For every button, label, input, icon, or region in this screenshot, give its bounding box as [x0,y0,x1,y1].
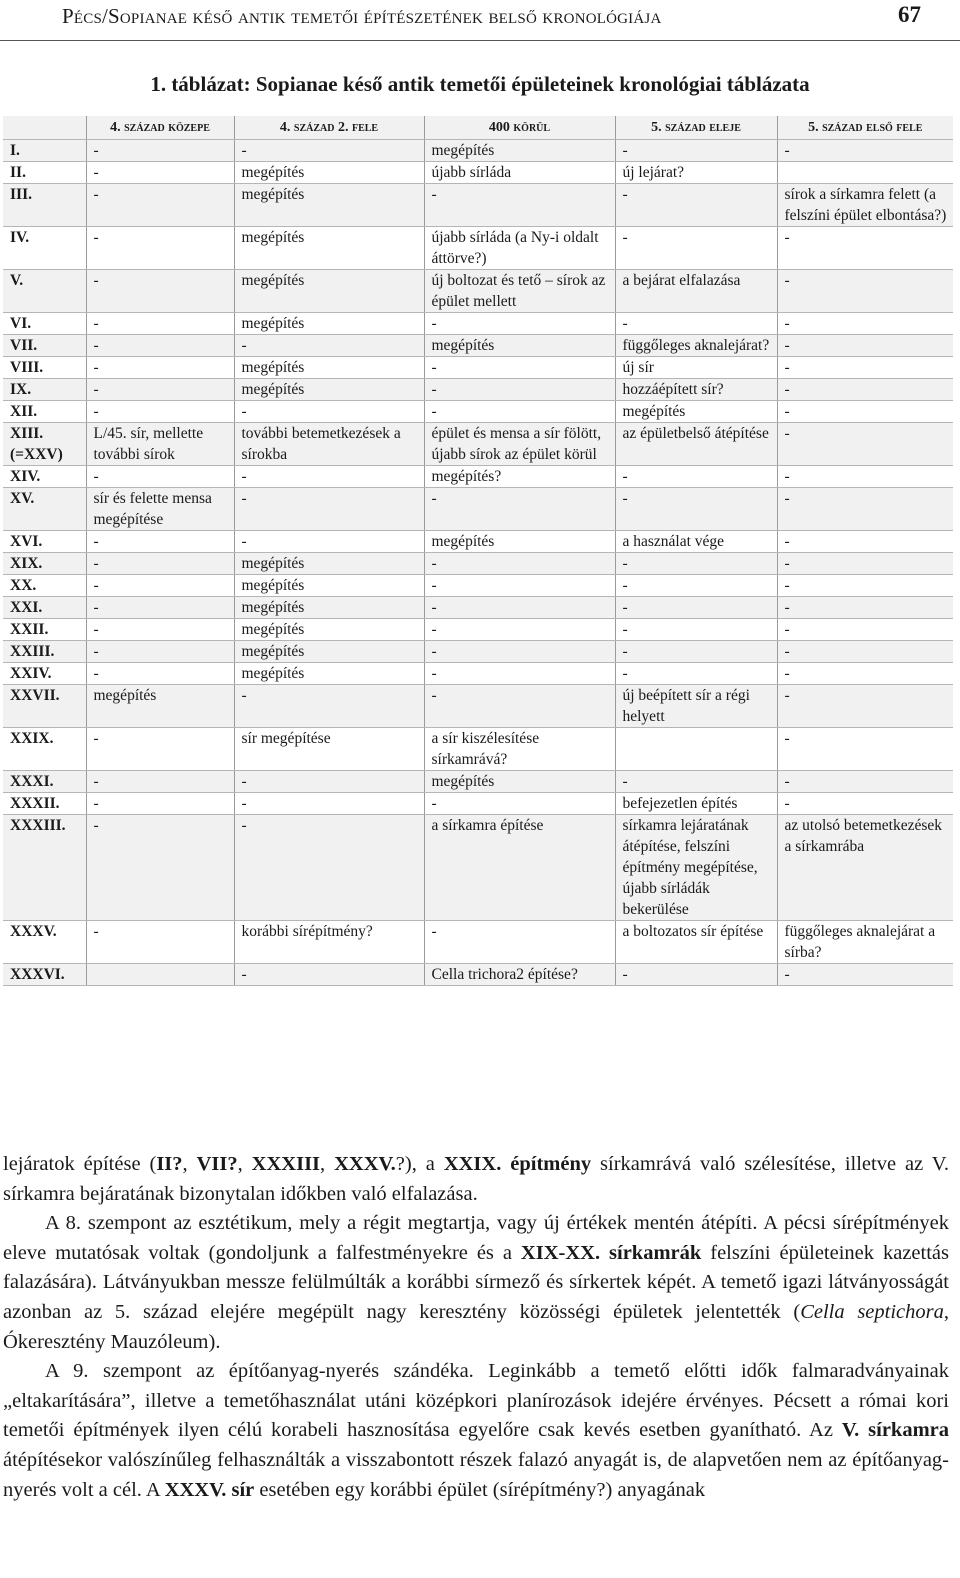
table-row [3,685,953,728]
building-id-cell: XVI. [3,531,86,553]
table-row [3,771,953,793]
table-row [3,619,953,641]
table-cell: - [86,641,234,663]
table-cell: - [777,575,953,597]
building-id-cell: XXVII. [3,685,86,728]
building-id-cell: V. [3,270,86,313]
column-header: 400 körül [424,116,615,140]
table-row [3,921,953,964]
table-cell: az utolsó betemetkezések a sírkamrába [777,815,953,921]
table-cell: - [424,921,615,964]
table-row [3,227,953,270]
table-cell: L/45. sír, mellette további sírok [86,423,234,466]
table-row [3,466,953,488]
table-cell: - [777,335,953,357]
table-cell: - [777,553,953,575]
table-cell: - [86,357,234,379]
building-id-cell: I. [3,140,86,162]
table-cell: - [234,685,424,728]
building-id-cell: VIII. [3,357,86,379]
table-cell: megépítés [424,335,615,357]
table-cell: megépítés [234,379,424,401]
table-cell: új beépített sír a régi helyett [615,685,777,728]
table-cell: - [234,964,424,986]
table-row [3,401,953,423]
table-cell: - [234,140,424,162]
table-cell: megépítés [234,663,424,685]
table-cell: sírkamra lejáratának átépítése, felszíni építmény megépítése, újabb sírládák bekerülése [615,815,777,921]
table-cell: - [777,641,953,663]
table-cell: - [234,771,424,793]
table-row [3,553,953,575]
table-cell: - [615,619,777,641]
building-id-cell: II. [3,162,86,184]
table-cell: - [615,597,777,619]
table-cell: az épületbelső átépítése [615,423,777,466]
table-row [3,184,953,227]
table-header [3,116,953,140]
table-cell: - [777,379,953,401]
running-header [0,0,960,41]
table-cell: - [86,466,234,488]
building-id-cell: VII. [3,335,86,357]
table-cell: - [615,575,777,597]
table-cell: - [424,357,615,379]
table-cell: korábbi sírépítmény? [234,921,424,964]
paragraph-2: A 8. szempont az esztétikum, mely a régit megtartja, vagy új értékek mentén átépíti. A pécsi sírépítmények eleve mutatósak voltak (gondoljunk a falfestményekre és a XIX-XX. sírkamrák felszíni épületeinek kazettás falazására). Látványukban messze felülmúlták a korábbi sírmező és sírkertek képét. A temető igazi látványosságát azonban az 5. század elejére megépült nagy keresztény közösségi épületek jelentették (Cella septichora, Ókeresztény Mauzóleum). [3,1212,949,1353]
table-cell: megépítés [234,619,424,641]
table-cell: - [777,488,953,531]
table-row [3,597,953,619]
page-number: 67 [898,2,921,27]
table-row [3,728,953,771]
table-cell: - [777,771,953,793]
table-cell: - [777,466,953,488]
table-cell: - [86,619,234,641]
table-row [3,335,953,357]
table-cell: megépítés [234,227,424,270]
table-cell: - [777,663,953,685]
table-header-row [3,116,953,140]
table-cell: megépítés [424,531,615,553]
table-cell [615,728,777,771]
table-cell: megépítés [234,641,424,663]
table-cell: - [777,685,953,728]
table-cell: függőleges aknalejárat a sírba? [777,921,953,964]
building-id-cell: XIV. [3,466,86,488]
table-cell: - [424,401,615,423]
building-id-cell: XXI. [3,597,86,619]
table-cell: - [86,140,234,162]
paragraph-1: lejáratok építése (II?, VII?, XXXIII, XXXV.?), a XXIX. építmény sírkamrává való szélesítése, illetve az V. sírkamra bejáratának bizonytalan időkben való elfalazása. [3,1153,950,1205]
table-cell: új sír [615,357,777,379]
table-cell: - [86,227,234,270]
table-cell: - [86,162,234,184]
building-id-cell: XII. [3,401,86,423]
table-cell: - [777,423,953,466]
table-cell: megépítés [234,575,424,597]
column-header [3,116,86,140]
table-cell: új boltozat és tető – sírok az épület mellett [424,270,615,313]
table-cell: a bejárat elfalazása [615,270,777,313]
building-id-cell: XXXIII. [3,815,86,921]
table-cell: - [424,379,615,401]
table-cell: - [615,466,777,488]
table-cell: megépítés [615,401,777,423]
table-cell: újabb sírláda [424,162,615,184]
table-cell: - [234,488,424,531]
table-cell: - [86,771,234,793]
table-cell: - [86,597,234,619]
building-id-cell: XXXVI. [3,964,86,986]
table-cell: - [615,964,777,986]
table-cell: - [234,793,424,815]
table-cell: függőleges aknalejárat? [615,335,777,357]
table-cell: megépítés [234,553,424,575]
table-cell: - [424,575,615,597]
table-cell: épület és mensa a sír fölött, újabb sírok az épület körül [424,423,615,466]
paragraph-3: A 9. szempont az építőanyag-nyerés szándéka. Leginkább a temető előtti idők falmaradványainak „eltakarítására”, illetve a temetőhasználat utáni középkori planírozások idejére érvényes. Pécsett a római kori temetői építmények ilyen célú korabeli hasznosítása egyelőre csak kevés esetben gyanítható. Az V. sírkamra átépítésekor valószínűleg felhasználták a visszabontott részek falazó anyagát is, de alapvetően nem az építőanyag-nyerés volt a cél. A XXXV. sír esetében egy korábbi épület (sírépítmény?) anyagának [3,1360,949,1501]
table-cell: - [615,184,777,227]
table-cell: - [424,793,615,815]
table-cell: - [615,488,777,531]
table-cell: Cella trichora2 építése? [424,964,615,986]
table-row [3,488,953,531]
table-cell: - [86,921,234,964]
table-cell: - [424,553,615,575]
table-cell: befejezetlen építés [615,793,777,815]
table-cell: új lejárat? [615,162,777,184]
table-cell: a sír kiszélesítése sírkamrává? [424,728,615,771]
building-id-cell: XV. [3,488,86,531]
table-cell: - [777,793,953,815]
building-id-cell: XXIX. [3,728,86,771]
table-cell: - [777,401,953,423]
building-id-cell: XXXI. [3,771,86,793]
table-cell: - [777,357,953,379]
table-cell: - [234,815,424,921]
table-cell: - [615,140,777,162]
table-cell [777,162,953,184]
table-cell: - [615,553,777,575]
column-header: 4. század 2. fele [234,116,424,140]
building-id-cell: VI. [3,313,86,335]
table-cell: - [615,313,777,335]
table-row [3,641,953,663]
table-cell: - [777,270,953,313]
table-cell: - [777,140,953,162]
table-cell: - [777,531,953,553]
running-title: Pécs/Sopianae késő antik temetői építészetének belső kronológiája [62,4,662,28]
table-cell [86,964,234,986]
column-header: 4. század közepe [86,116,234,140]
table-cell: a sírkamra építése [424,815,615,921]
table-cell: - [86,531,234,553]
table-cell: a boltozatos sír építése [615,921,777,964]
table-cell: - [424,685,615,728]
table-row [3,793,953,815]
table-cell: - [777,728,953,771]
table-row [3,357,953,379]
building-id-cell: XXIII. [3,641,86,663]
table-cell: sírok a sírkamra felett (a felszíni épület elbontása?) [777,184,953,227]
table-cell: - [86,270,234,313]
table-cell: - [234,531,424,553]
table-row [3,531,953,553]
building-id-cell: XXIV. [3,663,86,685]
table-cell: megépítés? [424,466,615,488]
table-cell: - [777,964,953,986]
table-cell: - [86,184,234,227]
chronology-table [3,116,953,986]
table-cell: - [86,335,234,357]
table-cell: - [424,313,615,335]
table-cell: - [424,597,615,619]
table-row [3,964,953,986]
table-cell: sír megépítése [234,728,424,771]
table-cell: a használat vége [615,531,777,553]
table-cell: - [234,401,424,423]
table-cell: - [615,227,777,270]
table-cell: - [777,619,953,641]
table-row [3,313,953,335]
table-cell: megépítés [86,685,234,728]
table-cell: - [86,379,234,401]
table-row [3,423,953,466]
table-cell: - [615,641,777,663]
table-row [3,575,953,597]
column-header: 5. század első fele [777,116,953,140]
table-cell: - [424,488,615,531]
table-cell: - [86,575,234,597]
table-cell: sír és felette mensa megépítése [86,488,234,531]
table-cell: további betemetkezések a sírokba [234,423,424,466]
table-caption: 1. táblázat: Sopianae késő antik temetői épületeinek kronológiai táblázata [150,72,810,96]
table-cell: - [86,553,234,575]
building-id-cell: XXXV. [3,921,86,964]
table-cell: - [234,335,424,357]
building-id-cell: XIII. (=XXV) [3,423,86,466]
table-cell: - [86,663,234,685]
table-cell: - [86,401,234,423]
building-id-cell: XIX. [3,553,86,575]
building-id-cell: IX. [3,379,86,401]
table-cell: - [424,663,615,685]
table-row [3,270,953,313]
table-cell: megépítés [234,270,424,313]
table-cell: megépítés [234,184,424,227]
table-cell: - [86,313,234,335]
table-cell: - [777,597,953,619]
table-cell: újabb sírláda (a Ny-i oldalt áttörve?) [424,227,615,270]
table-row [3,379,953,401]
table-cell: - [86,728,234,771]
table-row [3,140,953,162]
building-id-cell: IV. [3,227,86,270]
table-cell: - [424,641,615,663]
table-row [3,663,953,685]
building-id-cell: XXXII. [3,793,86,815]
building-id-cell: XX. [3,575,86,597]
table-cell: megépítés [234,357,424,379]
table-cell: - [86,793,234,815]
table-body [3,140,953,986]
table-cell: - [615,771,777,793]
table-cell: megépítés [424,771,615,793]
column-header: 5. század eleje [615,116,777,140]
table-cell: - [615,663,777,685]
table-cell: - [777,313,953,335]
table-cell: - [424,184,615,227]
table-cell: megépítés [234,597,424,619]
table-cell: megépítés [424,140,615,162]
table-cell: hozzáépített sír? [615,379,777,401]
building-id-cell: III. [3,184,86,227]
table-cell: - [86,815,234,921]
table-cell: megépítés [234,313,424,335]
table-row [3,162,953,184]
table-cell: - [424,619,615,641]
body-text [3,1150,949,1505]
table-cell: megépítés [234,162,424,184]
building-id-cell: XXII. [3,619,86,641]
table-cell: - [777,227,953,270]
table-row [3,815,953,921]
table-cell: - [234,466,424,488]
